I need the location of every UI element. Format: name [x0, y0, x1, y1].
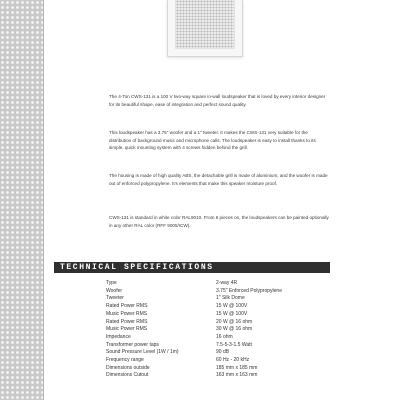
spec-row — [106, 311, 336, 319]
intro-paragraph: The 4-Ton CWS-131 is a 100 V two-way square in-wall loudspeaker that is loved by every interior designer for its beautiful shape, ease of integration and perfect sound quality. — [109, 94, 326, 107]
spec-row — [106, 334, 336, 342]
spec-row — [106, 349, 336, 357]
spec-row — [106, 342, 336, 350]
spec-label: Frequency range — [106, 357, 144, 364]
spec-row — [106, 372, 336, 380]
color-paragraph: CWS-131 is standard in white color RAL9010. From 6 pieces on, the loudspeakers can be painted optionally in any other RAL color (RFF 9005/ICW). — [109, 215, 329, 228]
spec-label: Dimensions outside — [106, 364, 150, 371]
spec-value: 163 mm x 163 mm — [216, 372, 258, 379]
spec-row — [106, 357, 336, 365]
spec-value: 60 Hz - 20 kHz — [216, 357, 250, 364]
housing-paragraph: The housing is made of high quality ABS, the detachable grill is made of aluminium, and the woofer is made out of enforced polypropylene. It's elements that make this speaker moisture proof. — [109, 173, 328, 186]
spec-value: 90 dB — [216, 349, 230, 356]
spec-label: Rated Power RMS — [106, 318, 148, 325]
section-title: TECHNICAL SPECIFICATIONS — [60, 263, 214, 272]
spec-label: Tweeter — [106, 295, 124, 302]
spec-row — [106, 288, 336, 296]
spec-label: Dimensions Cutout — [106, 372, 149, 379]
spec-value: 15 W @ 100V — [216, 303, 248, 310]
spec-value: 16 ohm — [216, 333, 233, 340]
spec-row — [106, 319, 336, 327]
spec-row — [106, 280, 336, 288]
spec-value: 20 W @ 16 ohm — [216, 318, 253, 325]
spec-value: 185 mm x 185 mm — [216, 364, 258, 371]
spec-value: 1" Silk Dome — [216, 295, 245, 302]
spec-label: Impedance — [106, 333, 131, 340]
spec-value: 2-way 4R — [216, 280, 238, 286]
spec-table — [106, 280, 336, 380]
product-photo — [167, 0, 243, 57]
spec-row — [106, 295, 336, 303]
spec-row — [106, 303, 336, 311]
perforated-grille-strip — [0, 0, 44, 400]
spec-label: Woofer — [106, 287, 123, 294]
spec-label: Music Power RMS — [106, 326, 148, 333]
speaker-grille-image — [175, 0, 235, 49]
spec-row — [106, 365, 336, 373]
spec-label: Type — [106, 280, 117, 286]
woofer-paragraph: This loudspeaker has a 3.75" woofer and a 1" tweeter. It makes the CWS-131 very suitable for the distribution of background music and microphone calls. The loudspeaker is easy to install thanks to its simple, quick mounting system with 4 screws hidden behind the grill. — [109, 130, 316, 151]
spec-label: Transformer power taps — [106, 341, 159, 348]
spec-row — [106, 326, 336, 334]
spec-value: 30 W @ 16 ohm — [216, 326, 253, 333]
spec-value: 7.5-5-3-1.5 Watt — [216, 341, 252, 348]
spec-label: Rated Power RMS — [106, 303, 148, 310]
spec-value: 15 W @ 100V — [216, 310, 248, 317]
spec-value: 3.75" Enforced Polypropylene — [216, 287, 282, 294]
spec-label: Sound Pressure Level (1W / 1m) — [106, 349, 179, 356]
spec-label: Music Power RMS — [106, 310, 148, 317]
